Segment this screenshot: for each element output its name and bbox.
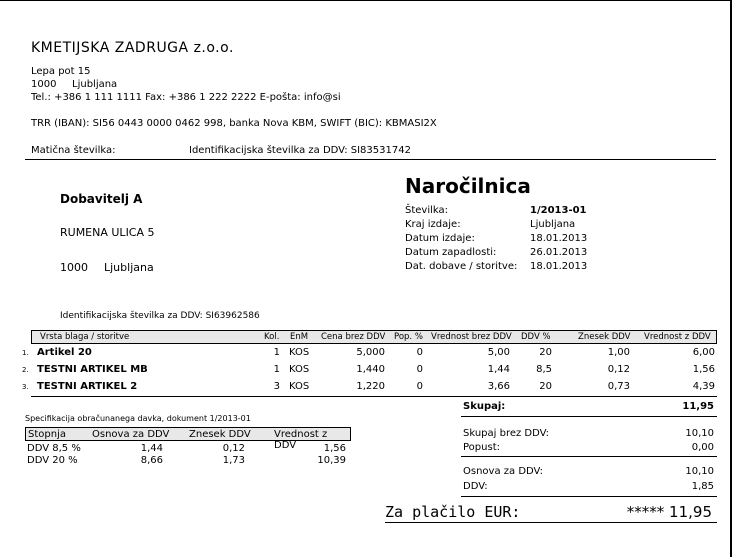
supplier-postcode: 1000 (60, 261, 88, 274)
vat-base-label: Osnova za DDV: (463, 466, 543, 477)
pay-value: ***** 11,95 (626, 503, 712, 521)
col-header-vat-pct: DDV % (521, 332, 551, 342)
page-top-border (0, 0, 732, 1)
row-discount: 0 (416, 347, 423, 358)
row-net: 5,00 (487, 347, 510, 358)
tax-col-base: Osnova za DDV (92, 429, 170, 440)
row-vat-amt: 1,00 (607, 347, 630, 358)
doc-field-label: Dat. dobave / storitve: (405, 261, 518, 272)
row-qty: 1 (273, 347, 280, 358)
tax-col-total: Vrednost z DDV (274, 429, 328, 451)
row-number: 3. (22, 383, 29, 391)
doc-field-value: Ljubljana (530, 219, 576, 230)
vat-value: 1,85 (691, 481, 714, 492)
doc-field-value: 18.01.2013 (530, 261, 588, 272)
tax-total: 10,39 (317, 455, 346, 466)
col-header-price: Cena brez DDV (321, 332, 386, 342)
col-header-item: Vrsta blaga / storitve (40, 332, 130, 342)
row-unit: KOS (289, 364, 310, 375)
row-vat-pct: 20 (539, 347, 552, 358)
supplier-city: Ljubljana (104, 261, 154, 274)
doc-field-label: Datum zapadlosti: (405, 247, 497, 258)
total-divider (461, 416, 717, 417)
company-bank: TRR (IBAN): SI56 0443 0000 0462 998, banka Nova KBM, SWIFT (BIC): KBMASI2X (31, 118, 437, 129)
company-vat-id: Identifikacijska številka za DDV: SI83531742 (189, 145, 411, 156)
row-price: 5,000 (356, 347, 385, 358)
row-gross: 6,00 (692, 347, 715, 358)
row-net: 3,66 (487, 381, 510, 392)
row-net: 1,44 (487, 364, 510, 375)
row-number: 1. (22, 349, 29, 357)
discount-divider (461, 456, 717, 457)
supplier-name: Dobavitelj A (60, 192, 143, 206)
doc-field-label: Številka: (405, 205, 449, 216)
doc-field-label: Kraj izdaje: (405, 219, 461, 230)
col-header-unit: EnM (290, 332, 309, 342)
tax-col-rate: Stopnja (28, 429, 66, 440)
row-gross: 1,56 (692, 364, 715, 375)
row-vat-pct: 8,5 (536, 364, 552, 375)
row-gross: 4,39 (692, 381, 715, 392)
row-item-name: TESTNI ARTIKEL MB (37, 364, 148, 375)
doc-field-value: 1/2013-01 (530, 205, 587, 216)
vat-divider (461, 496, 717, 497)
items-table-bottom-line (31, 396, 717, 397)
company-name: KMETIJSKA ZADRUGA z.o.o. (31, 40, 234, 56)
company-contact: Tel.: +386 1 111 1111 Fax: +386 1 222 2222 E-pošta: info@si (31, 92, 341, 103)
tax-col-vat: Znesek DDV (189, 429, 251, 440)
col-header-net: Vrednost brez DDV (431, 332, 512, 342)
row-discount: 0 (416, 381, 423, 392)
row-vat-amt: 0,73 (607, 381, 630, 392)
row-discount: 0 (416, 364, 423, 375)
col-header-qty: Kol. (264, 332, 280, 342)
net-total-label: Skupaj brez DDV: (463, 428, 550, 439)
company-postcode: 1000 (31, 79, 57, 90)
row-item-name: TESTNI ARTIKEL 2 (37, 381, 138, 392)
supplier-street: RUMENA ULICA 5 (60, 226, 155, 239)
row-unit: KOS (289, 381, 310, 392)
company-street: Lepa pot 15 (31, 66, 91, 77)
pay-underline (385, 522, 717, 523)
document-title: Naročilnica (405, 174, 531, 198)
row-price: 1,440 (356, 364, 385, 375)
header-divider (25, 159, 716, 160)
col-header-vat-amt: Znesek DDV (578, 332, 631, 342)
row-qty: 1 (273, 364, 280, 375)
pay-label: Za plačilo EUR: (385, 503, 521, 521)
total-label: Skupaj: (463, 401, 506, 412)
tax-vat: 1,73 (222, 455, 245, 466)
total-value: 11,95 (682, 401, 714, 412)
row-unit: KOS (289, 347, 310, 358)
items-table-header (31, 330, 717, 344)
row-vat-pct: 20 (539, 381, 552, 392)
company-registration-label: Matična številka: (31, 145, 116, 156)
tax-base: 8,66 (140, 455, 163, 466)
tax-vat: 0,12 (222, 443, 245, 454)
tax-rate: DDV 8,5 % (27, 443, 81, 454)
col-header-gross: Vrednost z DDV (644, 332, 711, 342)
row-qty: 3 (273, 381, 280, 392)
doc-field-label: Datum izdaje: (405, 233, 475, 244)
vat-label: DDV: (463, 481, 488, 492)
doc-field-value: 18.01.2013 (530, 233, 588, 244)
col-header-discount: Pop. % (394, 332, 423, 342)
row-number: 2. (22, 366, 29, 374)
tax-base: 1,44 (140, 443, 163, 454)
discount-value: 0,00 (691, 442, 714, 453)
row-price: 1,220 (356, 381, 385, 392)
tax-total: 1,56 (323, 443, 346, 454)
company-city: Ljubljana (72, 79, 118, 90)
net-total-value: 10,10 (685, 428, 714, 439)
tax-spec-title: Specifikacija obračunanega davka, dokument 1/2013-01 (25, 414, 251, 423)
doc-field-value: 26.01.2013 (530, 247, 588, 258)
tax-rate: DDV 20 % (27, 455, 78, 466)
supplier-vat-id: Identifikacijska številka za DDV: SI63962586 (60, 311, 260, 321)
discount-label: Popust: (463, 442, 500, 453)
row-vat-amt: 0,12 (607, 364, 630, 375)
vat-base-value: 10,10 (685, 466, 714, 477)
row-item-name: Artikel 20 (37, 347, 92, 358)
